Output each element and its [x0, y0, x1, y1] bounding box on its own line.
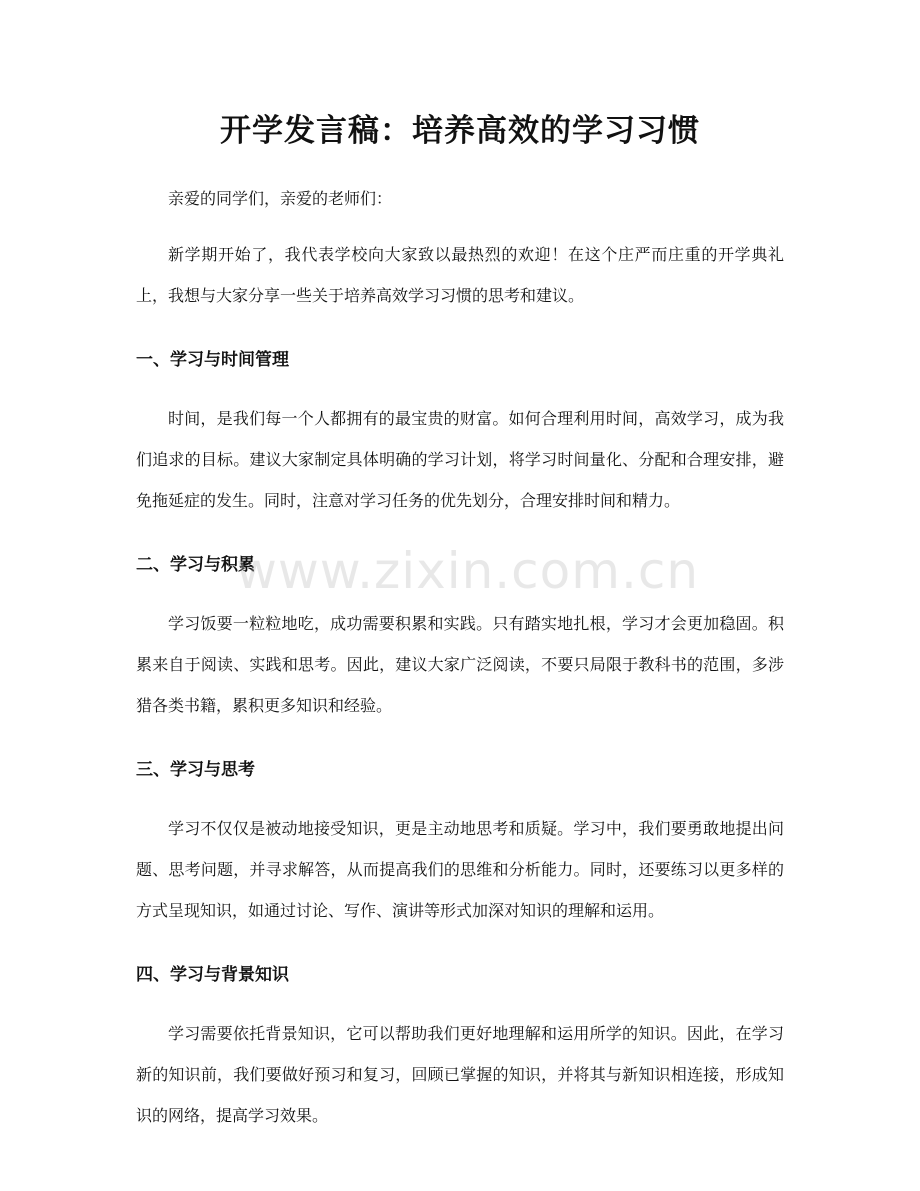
document-body — [136, 178, 784, 1160]
document-title: 开学发言稿：培养高效的学习习惯 — [220, 113, 700, 149]
greeting-paragraph: 亲爱的同学们，亲爱的老师们： — [168, 189, 393, 208]
watermark-text: www.zixin.com.cn — [236, 542, 700, 600]
section-paragraph-thinking: 学习不仅仅是被动地接受知识，更是主动地思考和质疑。学习中，我们要勇敢地提出问题、思考问题，并寻求解答，从而提高我们的思维和分析能力。同时，还要练习以更多样的方式呈现知识，如通过讨论、写作、演讲等形式加深对知识的理解和运用。 — [136, 819, 784, 920]
section-heading-accumulation: 二、学习与积累 — [136, 555, 255, 575]
section-heading-background-knowledge: 四、学习与背景知识 — [136, 965, 289, 985]
section-heading-time-management: 一、学习与时间管理 — [136, 350, 289, 370]
section-paragraph-background-knowledge: 学习需要依托背景知识，它可以帮助我们更好地理解和运用所学的知识。因此，在学习新的知识前，我们要做好预习和复习，回顾已掌握的知识，并将其与新知识相连接，形成知识的网络，提高学习效果。 — [136, 1024, 784, 1125]
section-paragraph-time-management: 时间，是我们每一个人都拥有的最宝贵的财富。如何合理利用时间，高效学习，成为我们追求的目标。建议大家制定具体明确的学习计划，将学习时间量化、分配和合理安排，避免拖延症的发生。同时，注意对学习任务的优先划分，合理安排时间和精力。 — [136, 409, 784, 510]
section-heading-thinking: 三、学习与思考 — [136, 760, 255, 780]
intro-paragraph: 新学期开始了，我代表学校向大家致以最热烈的欢迎！在这个庄严而庄重的开学典礼上，我想与大家分享一些关于培养高效学习习惯的思考和建议。 — [136, 245, 784, 305]
section-paragraph-accumulation: 学习饭要一粒粒地吃，成功需要积累和实践。只有踏实地扎根，学习才会更加稳固。积累来自于阅读、实践和思考。因此，建议大家广泛阅读，不要只局限于教科书的范围，多涉猎各类书籍，累积更多知识和经验。 — [136, 614, 784, 715]
